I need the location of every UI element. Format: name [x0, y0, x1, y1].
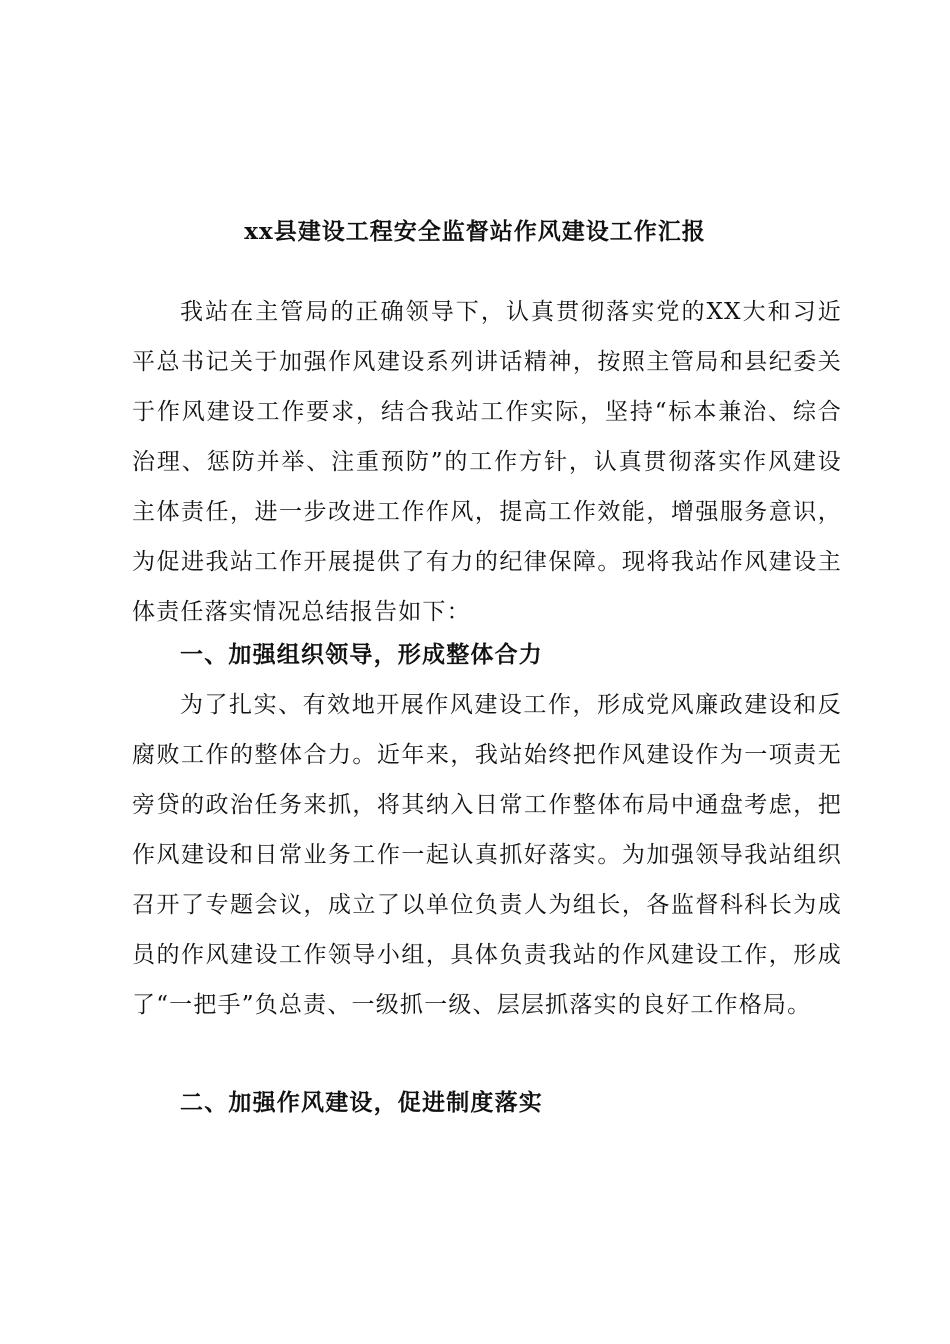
section-1-paragraph: 为了扎实、有效地开展作风建设工作，形成党风廉政建设和反腐败工作的整体合力。近年来，我站始终把作风建设作为一项责无旁贷的政治任务来抓，将其纳入日常工作整体布局中通盘考虑，把作风建设和日常业务工作一起认真抓好落实。为加强领导我站组织召开了专题会议，成立了以单位负责人为组长，各监督科科长为成员的作风建设工作领导小组，具体负责我站的作风建设工作，形成了“一把手”负总责、一级抓一级、层层抓落实的良好工作格局。 [132, 692, 842, 1018]
section-heading-2: 二、加强作风建设，促进制度落实 [180, 1089, 543, 1116]
section-heading-1: 一、加强组织领导，形成整体合力 [180, 641, 543, 668]
intro-paragraph: 我站在主管局的正确领导下，认真贯彻落实党的XX大和习近平总书记关于加强作风建设系列讲话精神，按照主管局和县纪委关于作风建设工作要求，结合我站工作实际，坚持“标本兼治、综合治理、惩防并举、注重预防”的工作方针，认真贯彻落实作风建设主体责任，进一步改进工作作风，提高工作效能，增强服务意识，为促进我站工作开展提供了有力的纪律保障。现将我站作风建设主体责任落实情况总结报告如下： [132, 299, 842, 625]
document-title: xx县建设工程安全监督站作风建设工作汇报 [244, 218, 706, 245]
